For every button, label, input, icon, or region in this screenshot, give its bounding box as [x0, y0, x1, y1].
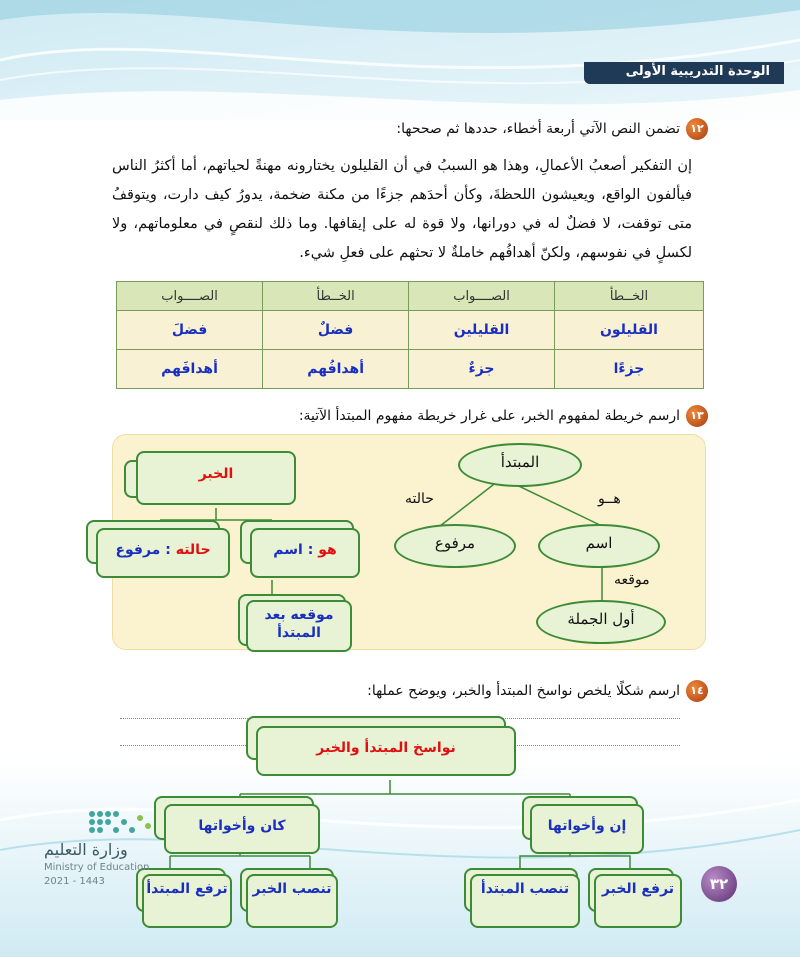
ministry-logo-arabic: وزارة التعليم — [44, 840, 128, 859]
table-cell: القليلون — [554, 311, 703, 350]
table-header-cell: الخــطأ — [554, 282, 703, 311]
question-13-number: ١٣ — [686, 405, 708, 427]
table-header-cell: الصــــواب — [117, 282, 263, 311]
table-row — [117, 350, 704, 389]
mubtada-root-label: المبتدأ — [500, 453, 540, 471]
table-header-row — [117, 282, 704, 311]
khabar-type-label: هو — [318, 542, 337, 558]
table-cell: القليلين — [409, 311, 555, 350]
question-12-passage: إن التفكير أصعبُ الأعمالِ، وهذا هو السببُ في أن القليلون يختارونه مهنةً لحياتهم، أما أكثرُ الناس فيألفون الواقع، ويعيشون اللحظةَ، وكأن أحدَهم جزءًا من مكنة ضخمة، يدورُ كيف دارت، ويتوقفُ متى توقفت، لا فضلٌ له في دورانها، ولا قوة له على إيقافها. وما ذلك لنقصٍ في معلوماتهم، ولا لكسلٍ في نفوسهم، ولكنّ أهدافُهم خاملةٌ لا تحثهم على فعلِ شيء. — [112, 158, 692, 261]
kana-raise-label: ترفع المبتدأ — [146, 881, 228, 897]
ministry-logo-dots-icon — [86, 808, 156, 838]
question-13-prompt: ارسم خريطة لمفهوم الخبر، على غرار خريطة مفهوم المبتدأ الآتية: — [298, 408, 680, 424]
nawasikh-root-label: نواسخ المبتدأ والخبر — [316, 740, 456, 756]
khabar-position-label: موقعه بعد المبتدأ — [264, 607, 334, 641]
question-14-prompt: ارسم شكلًا يلخص نواسخ المبتدأ والخبر، ويوضح عملها: — [367, 683, 680, 699]
page-number: ٣٢ — [701, 866, 737, 902]
table-cell: أهدافُهم — [263, 350, 409, 389]
kana-branch-label: كان وأخواتها — [198, 818, 286, 834]
mubtada-edge-is: هــو — [598, 491, 621, 507]
inna-branch-label: إن وأخواتها — [547, 818, 627, 834]
mubtada-edge-position: موقعه — [614, 572, 650, 588]
khabar-state-label: حالته — [175, 542, 211, 558]
kana-accusative-label: تنصب الخبر — [252, 881, 332, 897]
question-12-number: ١٢ — [686, 118, 708, 140]
mubtada-edge-state: حالته — [405, 491, 434, 507]
table-row — [117, 311, 704, 350]
khabar-root-label: الخبر — [198, 466, 234, 482]
khabar-type-separator: : — [302, 542, 319, 558]
khabar-type-value: اسم — [273, 542, 303, 558]
khabar-state-separator: : — [160, 542, 176, 558]
table-header-cell: الصــــواب — [409, 282, 555, 311]
question-14-number: ١٤ — [686, 680, 708, 702]
table-cell: أهدافَهم — [117, 350, 263, 389]
inna-accusative-label: تنصب المبتدأ — [480, 881, 570, 897]
table-cell: جزءًا — [554, 350, 703, 389]
table-cell: فضلَ — [117, 311, 263, 350]
khabar-state-value: مرفوع — [115, 542, 161, 558]
table-cell: فضلٌ — [263, 311, 409, 350]
question-12-prompt: تضمن النص الآتي أربعة أخطاء، حددها ثم صححها: — [396, 121, 680, 137]
inna-raise-label: ترفع الخبر — [601, 881, 675, 897]
table-cell: جزءٌ — [409, 350, 555, 389]
ministry-logo-english: Ministry of Education — [44, 862, 150, 873]
unit-title: الوحدة التدريبية الأولى — [625, 64, 770, 79]
mubtada-type-label: اسم — [585, 534, 613, 552]
corrections-table — [116, 281, 704, 389]
mubtada-position-label: أول الجملة — [567, 610, 635, 628]
ministry-logo-year: 2021 - 1443 — [44, 876, 105, 887]
header-wave-background — [0, 0, 800, 120]
mubtada-state-label: مرفوع — [434, 534, 476, 552]
table-header-cell: الخــطأ — [263, 282, 409, 311]
